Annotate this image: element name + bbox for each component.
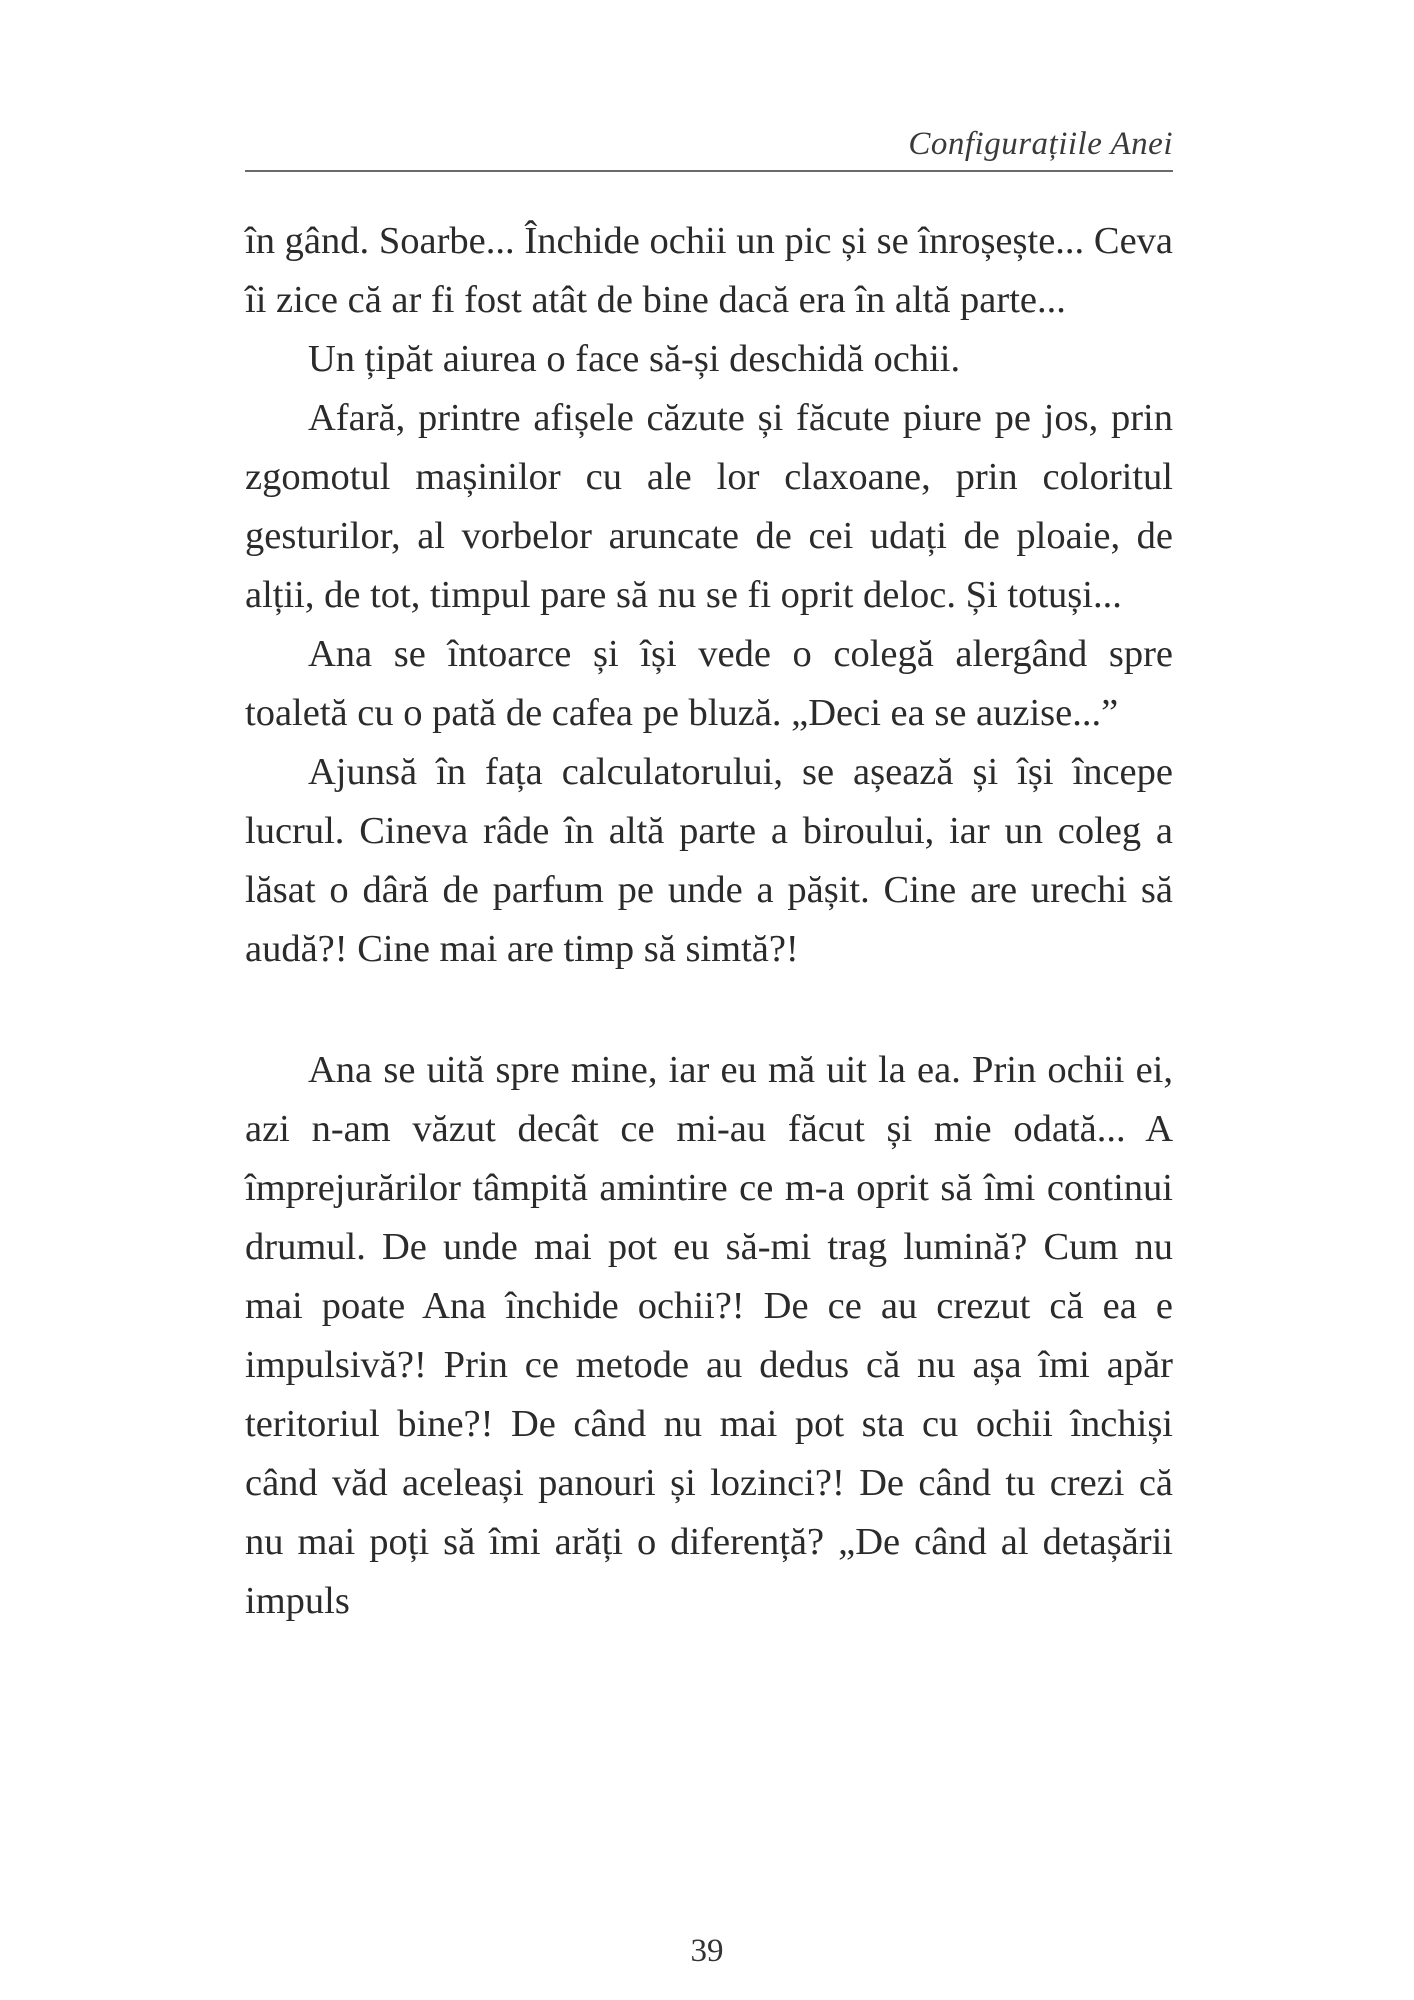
page-number: 39 [690,1933,724,1969]
paragraph-1: în gând. Soarbe... Închide ochii un pic și se înroșește... Ceva îi zice că ar fi fost atât de bine dacă era în altă parte... [245,220,1173,321]
paragraph-3: Afară, printre afișele căzute și făcute piure pe jos, prin zgomotul mașinilor cu ale lor claxoane, prin coloritul gesturilor, al vorbelor aruncate de cei udați de ploaie, de alții, de tot, timpul pare să nu se fi oprit deloc. Și totuși... [245,397,1173,616]
section-break [245,979,1173,1041]
paragraph-4: Ana se întoarce și își vede o colegă alergând spre toaletă cu o pată de cafea pe bluză. „Deci ea se auzise...” [245,633,1173,734]
running-header [245,118,1173,178]
body-text [245,212,1173,1631]
paragraph-5: Ajunsă în fața calculatorului, se așează și își începe lucrul. Cineva râde în altă parte a biroului, iar un coleg a lăsat o dâră de parfum pe unde a pășit. Cine are urechi să audă?! Cine mai are timp să simtă?! [245,751,1173,970]
paragraph-2: Un țipăt aiurea o face să-și deschidă ochii. [308,338,961,380]
header-rule [245,170,1173,172]
paragraph-6: Ana se uită spre mine, iar eu mă uit la ea. Prin ochii ei, azi n-am văzut decât ce mi-au făcut și mie odată... A împrejurărilor tâmpită amintire ce m-a oprit să îmi continui drumul. De unde mai pot eu să-mi trag lumină? Cum nu mai poate Ana închide ochii?! De ce au crezut că ea e impulsivă?! Prin ce metode au dedus că nu așa îmi apăr teritoriul bine?! De când nu mai pot sta cu ochii închiși când văd aceleași panouri și lozinci?! De când tu crezi că nu mai poți să îmi arăți o diferență? „De când al detașării impuls [245,1049,1173,1622]
running-title: Configurațiile Anei [908,126,1173,162]
